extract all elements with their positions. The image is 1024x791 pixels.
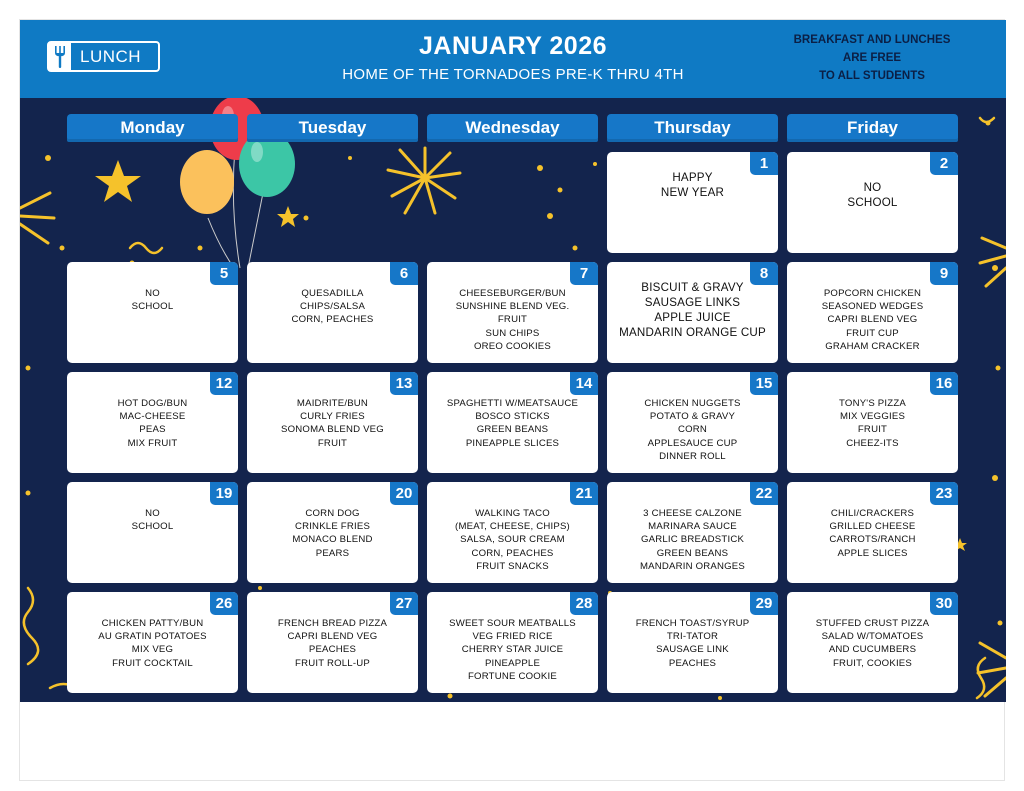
day-number: 15 [750,372,778,395]
day-menu: CORN DOG CRINKLE FRIES MONACO BLEND PEARS [292,508,373,559]
day-cell [427,262,598,363]
day-cell [427,482,598,583]
day-number: 9 [930,262,958,285]
notice-line: ARE FREE [842,52,902,64]
lunch-logo [47,41,160,72]
day-cell [607,262,778,363]
day-number: 22 [750,482,778,505]
day-number: 27 [390,592,418,615]
day-menu: MAIDRITE/BUN CURLY FRIES SONOMA BLEND VEG FRUIT [281,398,384,449]
header-banner [20,20,1006,98]
day-menu: HAPPY NEW YEAR [660,171,725,199]
day-menu: SPAGHETTI W/MEATSAUCE BOSCO STICKS GREEN BEANS PINEAPPLE SLICES [446,398,579,449]
day-cell [787,372,958,473]
day-cell [607,152,778,253]
day-number: 2 [930,152,958,175]
day-number: 7 [570,262,598,285]
day-menu: NO SCHOOL [131,288,174,313]
notice-line: TO ALL STUDENTS [819,70,925,82]
weekday-header-friday: Friday [787,114,958,142]
day-number: 23 [930,482,958,505]
weekday-header-wednesday: Wednesday [427,114,598,142]
day-cell [67,592,238,693]
weekday-header-thursday: Thursday [607,114,778,142]
day-cell [427,592,598,693]
day-cell [787,262,958,363]
weekday-header-tuesday: Tuesday [247,114,418,142]
fork-icon [49,43,71,70]
day-menu: CHICKEN PATTY/BUN AU GRATIN POTATOES MIX VEG FRUIT COCKTAIL [98,618,207,669]
day-number: 29 [750,592,778,615]
day-number: 1 [750,152,778,175]
day-cell [67,372,238,473]
day-menu: STUFFED CRUST PIZZA SALAD W/TOMATOES AND CUCUMBERS FRUIT, COOKIES [815,618,930,669]
page-subtitle: HOME OF THE TORNADOES PRE-K THRU 4TH [342,66,684,83]
day-menu: CHEESEBURGER/BUN SUNSHINE BLEND VEG. FRUIT SUN CHIPS OREO COOKIES [455,288,570,352]
day-cell [247,482,418,583]
day-cell [247,372,418,473]
day-cell [607,372,778,473]
day-number: 28 [570,592,598,615]
day-cell [787,152,958,253]
day-cell [67,482,238,583]
day-cell [67,262,238,363]
day-number: 6 [390,262,418,285]
day-number: 14 [570,372,598,395]
day-menu: NO SCHOOL [131,508,174,533]
day-number: 19 [210,482,238,505]
menu-page [19,19,1005,781]
weekday-header-monday: Monday [67,114,238,142]
day-menu: SWEET SOUR MEATBALLS VEG FRIED RICE CHERRY STAR JUICE PINEAPPLE FORTUNE COOKIE [449,618,576,682]
day-cell [247,592,418,693]
calendar-grid [20,98,1006,702]
notice-line: BREAKFAST AND LUNCHES [793,34,951,46]
day-cell [787,592,958,693]
day-menu: POPCORN CHICKEN SEASONED WEDGES CAPRI BLEND VEG FRUIT CUP GRAHAM CRACKER [821,288,924,352]
day-menu: HOT DOG/BUN MAC-CHEESE PEAS MIX FRUIT [117,398,188,449]
day-menu: CHICKEN NUGGETS POTATO & GRAVY CORN APPLESAUCE CUP DINNER ROLL [644,398,741,462]
day-menu: 3 CHEESE CALZONE MARINARA SAUCE GARLIC BREADSTICK GREEN BEANS MANDARIN ORANGES [639,508,745,572]
day-menu: NO SCHOOL [847,181,898,209]
day-number: 12 [210,372,238,395]
day-number: 20 [390,482,418,505]
day-menu: FRENCH TOAST/SYRUP TRI-TATOR SAUSAGE LINK PEACHES [635,618,750,669]
day-cell [247,262,418,363]
logo-label: LUNCH [80,46,142,66]
day-cell [607,482,778,583]
day-number: 16 [930,372,958,395]
day-number: 13 [390,372,418,395]
day-menu: WALKING TACO (MEAT, CHEESE, CHIPS) SALSA, SOUR CREAM CORN, PEACHES FRUIT SNACKS [455,508,570,572]
day-cell [787,482,958,583]
day-number: 30 [930,592,958,615]
day-menu: CHILI/CRACKERS GRILLED CHEESE CARROTS/RANCH APPLE SLICES [829,508,916,559]
page-title: JANUARY 2026 [418,32,608,60]
day-menu: TONY'S PIZZA MIX VEGGIES FRUIT CHEEZ-ITS [839,398,906,449]
day-number: 8 [750,262,778,285]
day-menu: BISCUIT & GRAVY SAUSAGE LINKS APPLE JUICE MANDARIN ORANGE CUP [619,281,766,339]
day-cell [427,372,598,473]
day-number: 5 [210,262,238,285]
day-number: 21 [570,482,598,505]
day-number: 26 [210,592,238,615]
day-menu: QUESADILLA CHIPS/SALSA CORN, PEACHES [291,288,374,326]
day-cell [607,592,778,693]
day-menu: FRENCH BREAD PIZZA CAPRI BLEND VEG PEACHES FRUIT ROLL-UP [277,618,388,669]
free-meals-notice [780,31,964,85]
